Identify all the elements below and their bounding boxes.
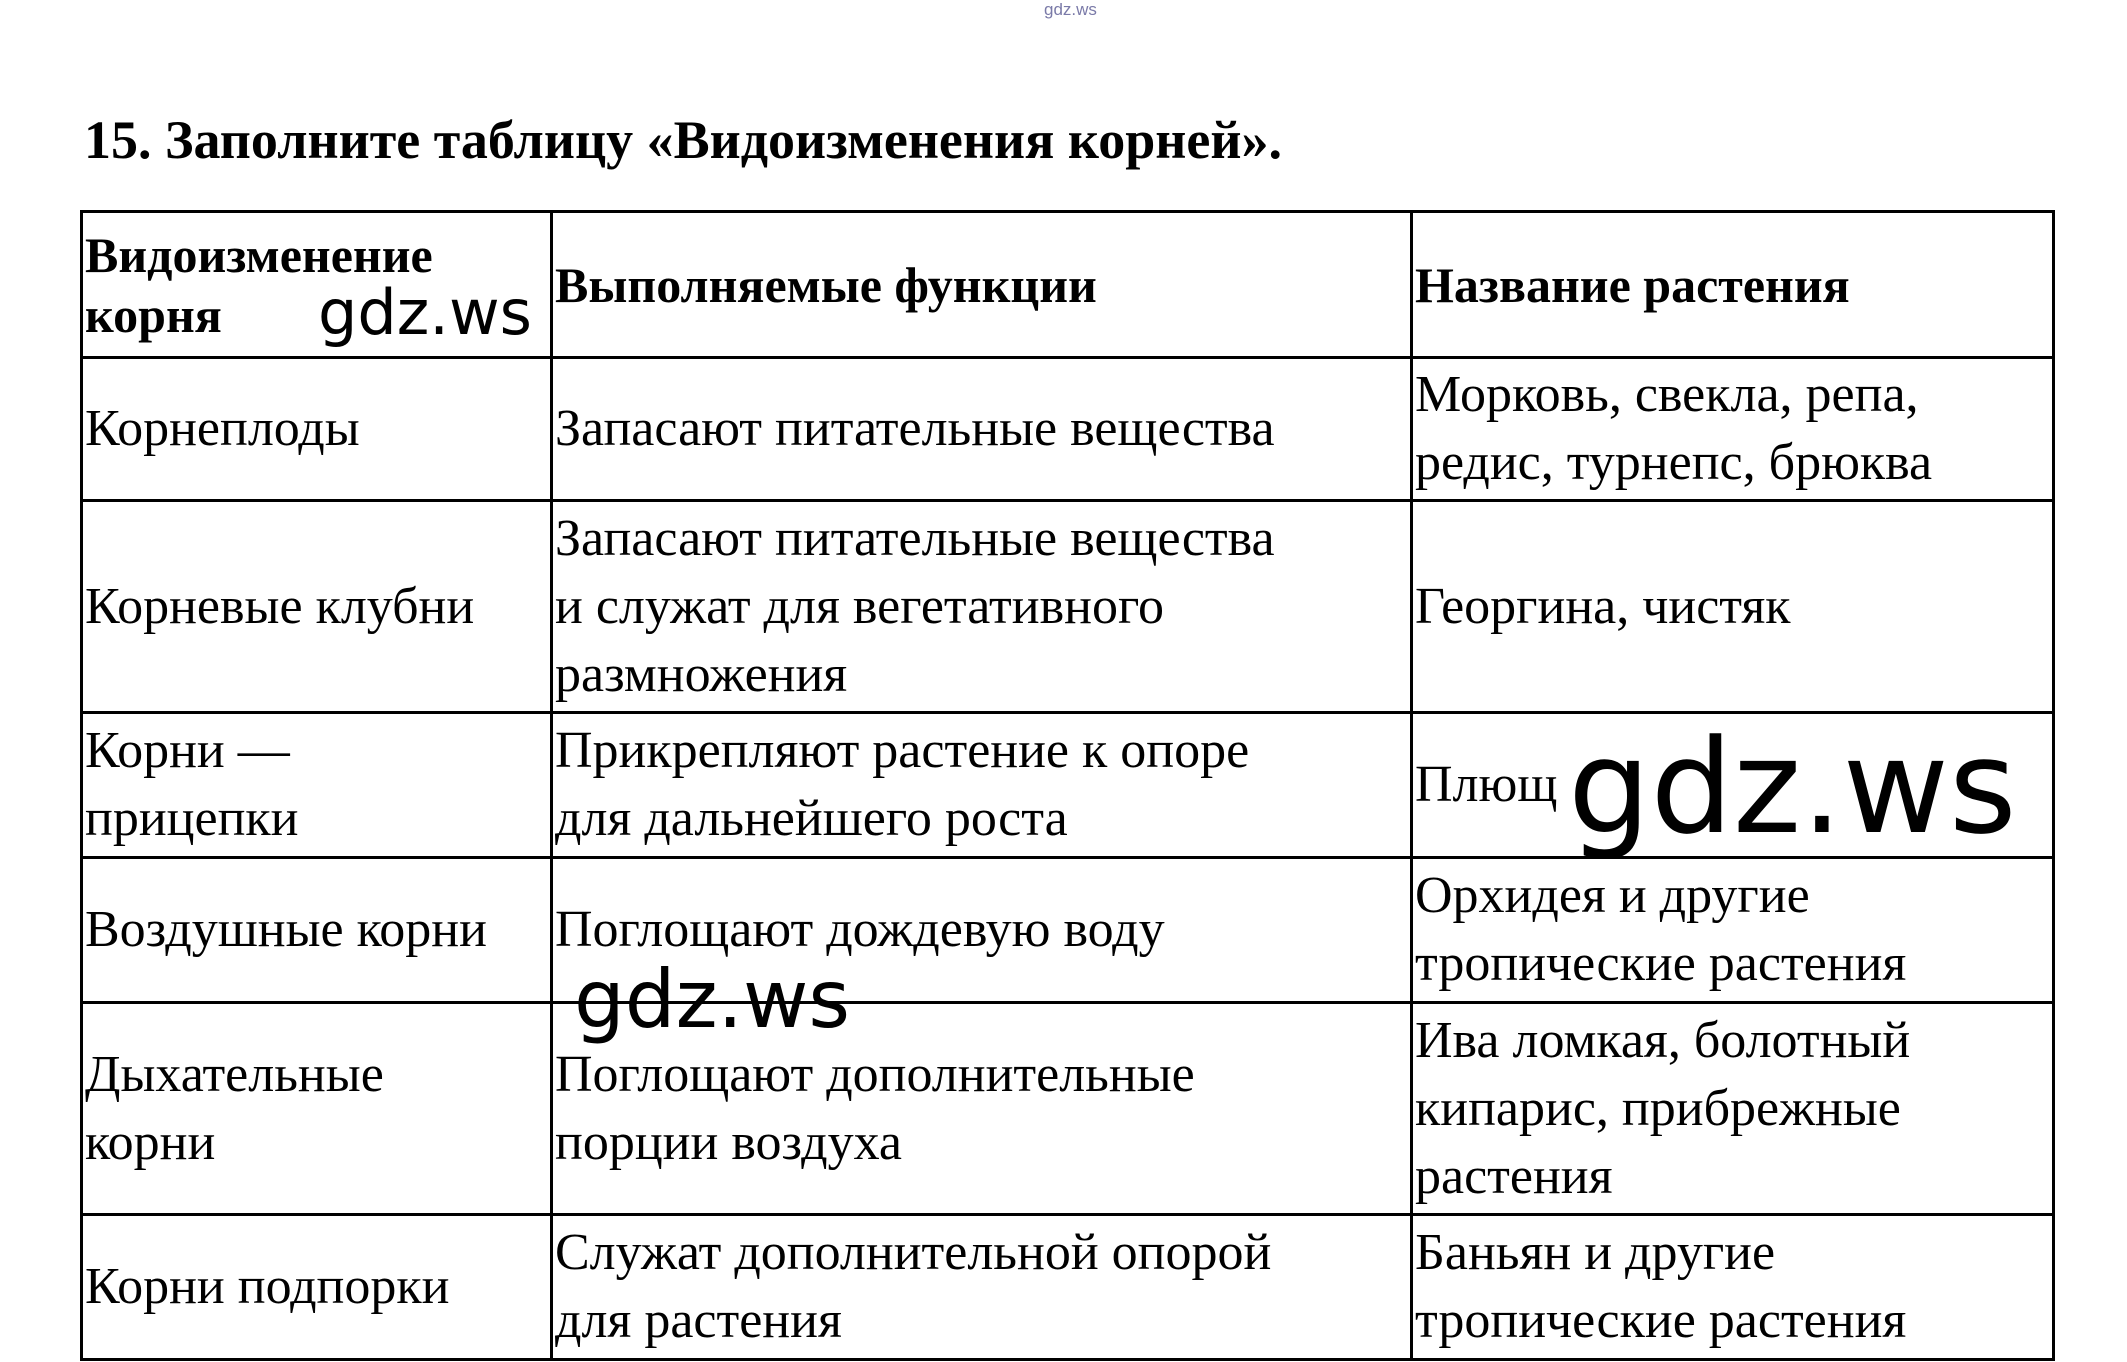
cell-functions: Служат дополнительной опорой для растения (552, 1215, 1412, 1360)
cell-plant-name: Морковь, свекла, репа, редис, турнепс, брюква (1412, 358, 2054, 501)
cell-plant-name: Орхидея и другие тропические растения (1412, 858, 2054, 1003)
header-modification: Видоизменение корня (82, 212, 552, 358)
cell-modification: Дыхательные корни (82, 1003, 552, 1215)
task-title: 15. Заполните таблицу «Видоизменения корней». (84, 110, 1282, 170)
top-watermark: gdz.ws (1044, 0, 1097, 19)
watermark-big: gdz.ws (1568, 711, 2017, 863)
cell-modification: Корнеплоды (82, 358, 552, 501)
table-row (82, 358, 2054, 501)
table-row (82, 858, 2054, 1003)
cell-modification: Корни подпорки (82, 1215, 552, 1360)
table-row (82, 1003, 2054, 1215)
cell-plant-name: Баньян и другие тропические растения (1412, 1215, 2054, 1360)
cell-plant-name: Плющ (1412, 713, 2054, 858)
cell-functions: Прикрепляют растение к опоре для дальнейшего роста (552, 713, 1412, 858)
cell-modification: Воздушные корни (82, 858, 552, 1003)
cell-plant-name: Ива ломкая, болотный кипарис, прибрежные растения (1412, 1003, 2054, 1215)
cell-modification: Корневые клубни (82, 501, 552, 713)
watermark-header: gdz.ws (318, 276, 532, 349)
table-row (82, 1215, 2054, 1360)
cell-functions: Запасают питательные вещества и служат для вегетативного размножения (552, 501, 1412, 713)
header-functions: Выполняемые функции (552, 212, 1412, 358)
cell-functions: Поглощают дополнительные порции воздуха (552, 1003, 1412, 1215)
table-row (82, 501, 2054, 713)
cell-modification: Корни — прицепки (82, 713, 552, 858)
watermark-mid: gdz.ws (574, 953, 851, 1046)
cell-functions: Запасают питательные вещества (552, 358, 1412, 501)
header-plant-name: Название растения (1412, 212, 2054, 358)
cell-plant-name: Георгина, чистяк (1412, 501, 2054, 713)
cell-functions: Поглощают дождевую воду (552, 858, 1412, 1003)
